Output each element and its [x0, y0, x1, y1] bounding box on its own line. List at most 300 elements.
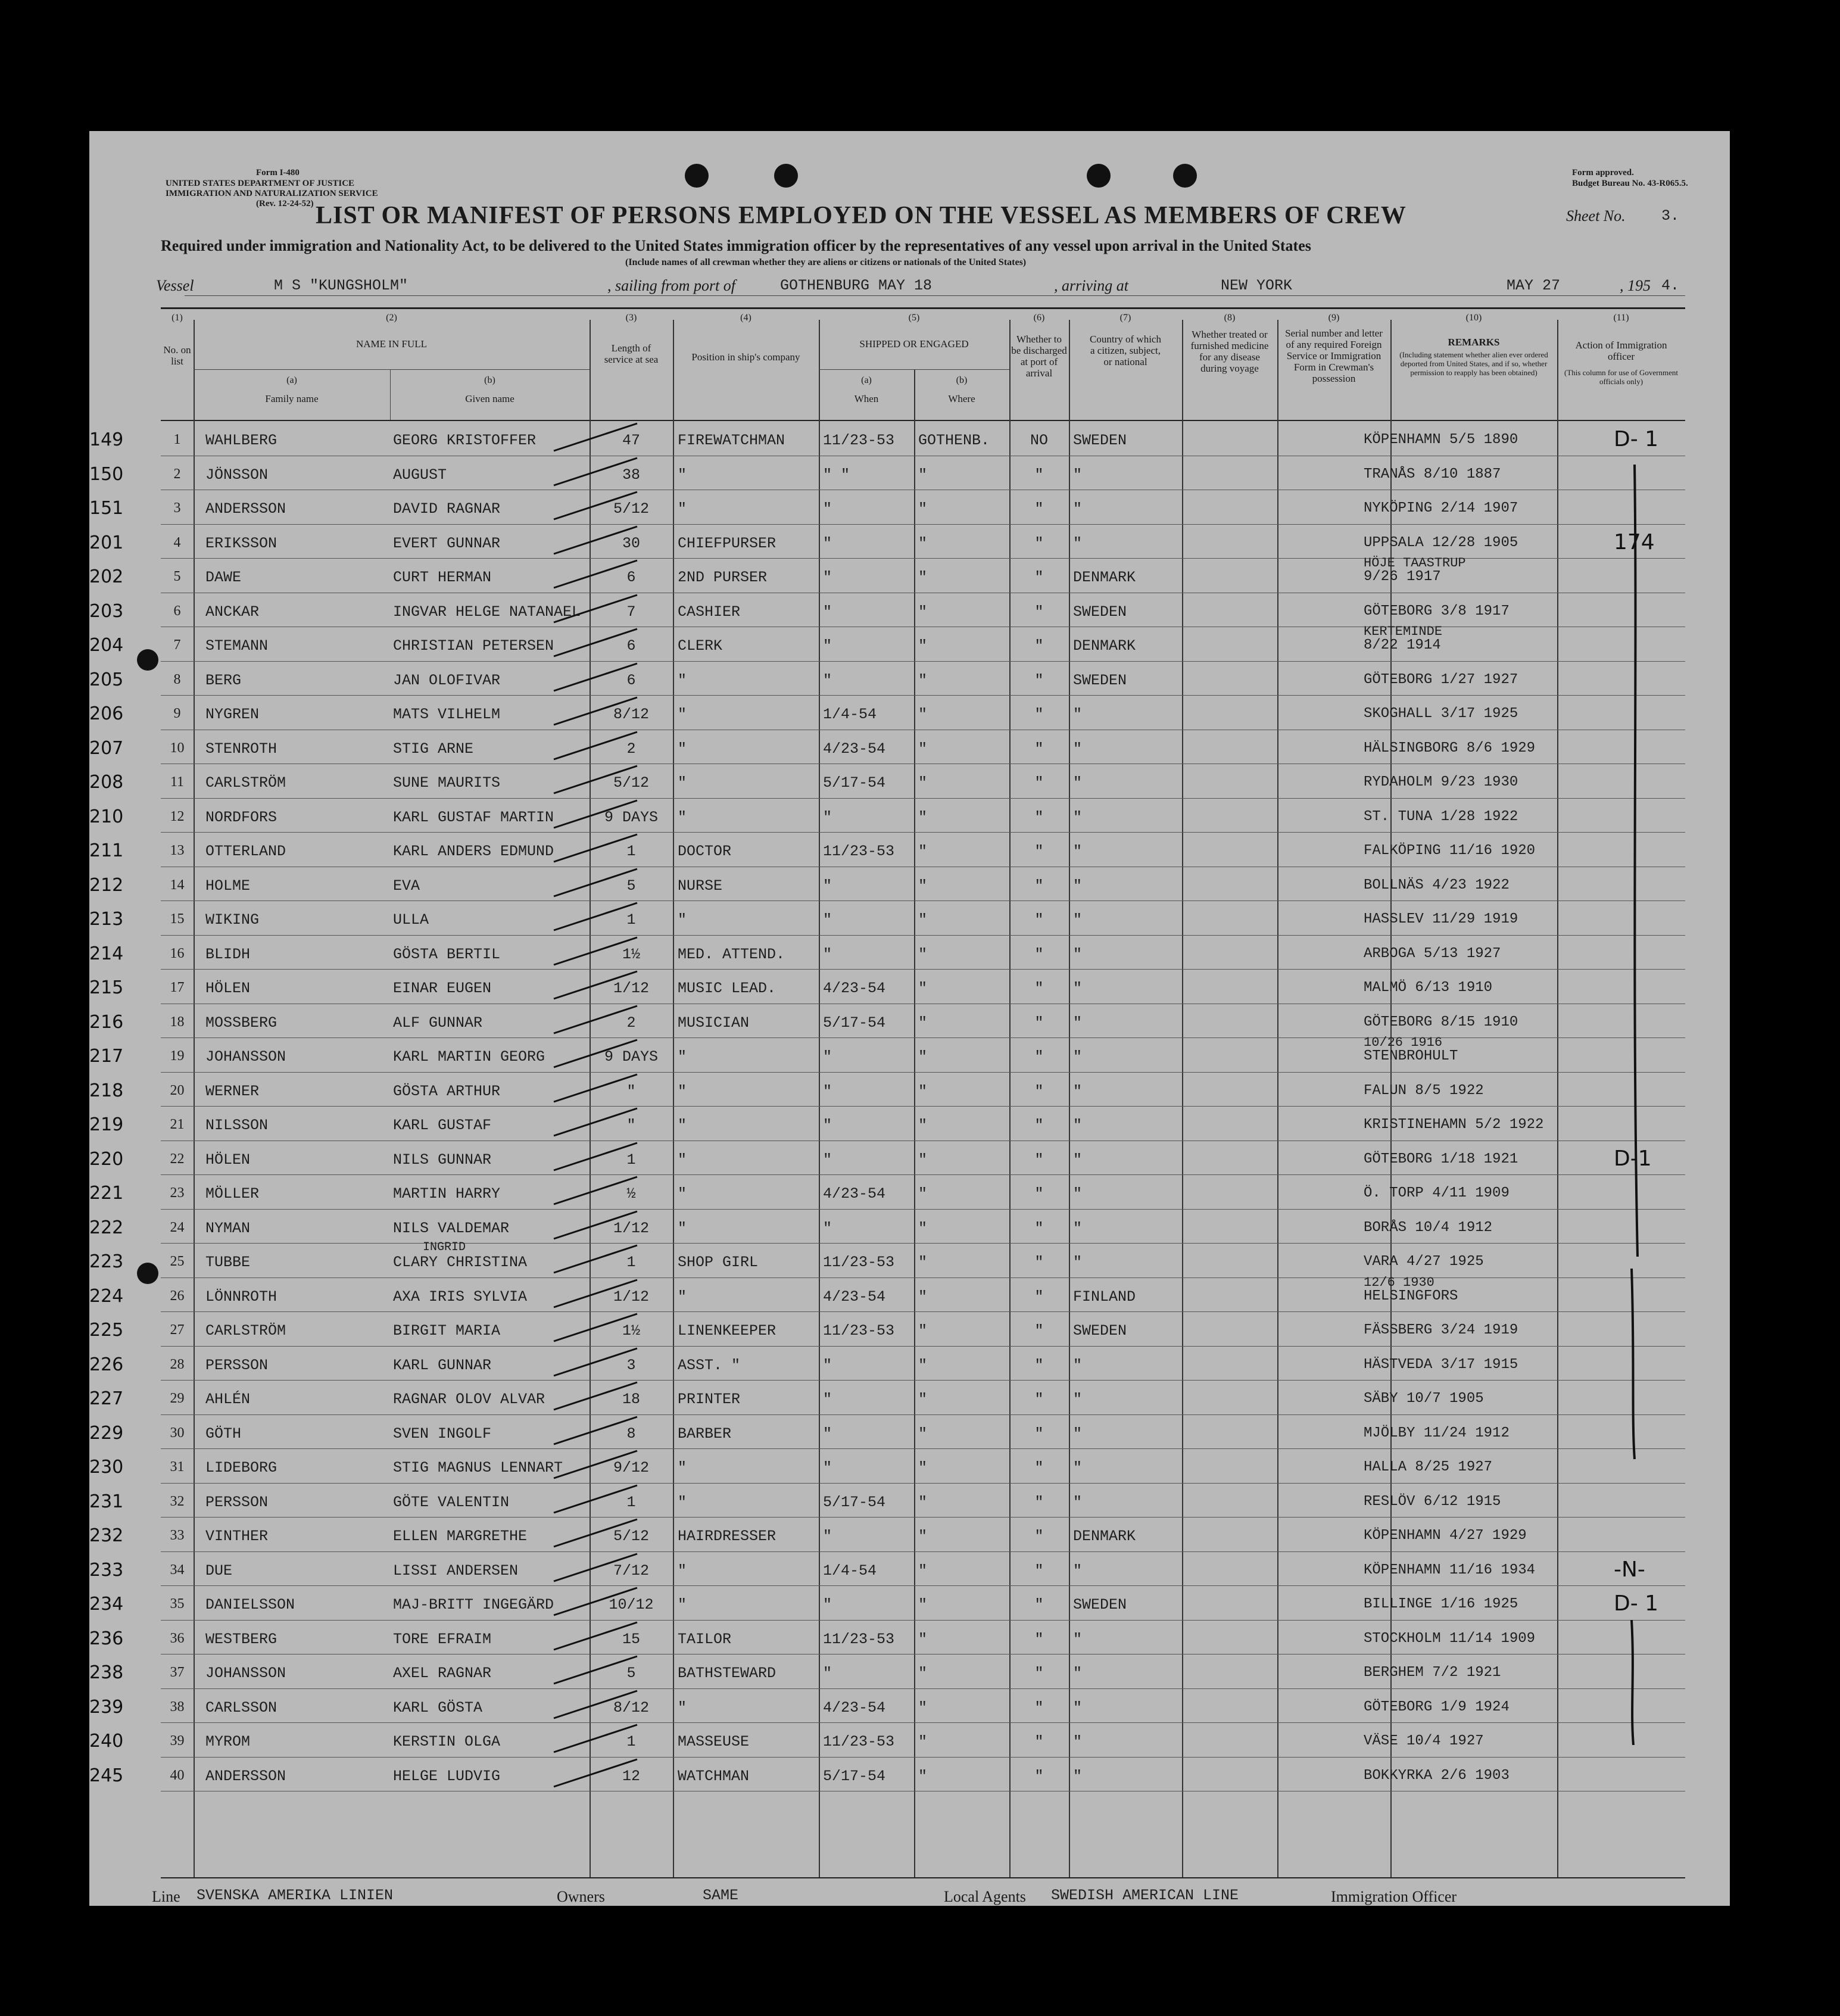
row-rule	[161, 832, 1685, 833]
action-bracket-marks	[1548, 435, 1667, 1745]
position: "	[678, 706, 687, 723]
service-length: 47	[622, 432, 640, 449]
row-rule	[161, 1311, 1685, 1312]
country: "	[1073, 774, 1083, 792]
country: "	[1073, 1425, 1083, 1442]
country: DENMARK	[1073, 569, 1136, 586]
table-header-rule	[161, 420, 1685, 421]
given-name: KARL MARTIN GEORG	[393, 1048, 545, 1065]
col-header-position: Position in ship's company	[691, 351, 800, 363]
shipped-when: "	[823, 1391, 832, 1408]
discharged: "	[1034, 1528, 1044, 1545]
family-name: LÖNNROTH	[205, 1288, 277, 1305]
family-name: AHLÉN	[205, 1391, 251, 1408]
vessel-name: M S "KUNGSHOLM"	[274, 277, 408, 294]
given-name: MATS VILHELM	[393, 706, 501, 723]
family-name: STEMANN	[205, 637, 269, 655]
row-rule	[161, 1551, 1685, 1552]
family-name: NYMAN	[205, 1219, 251, 1237]
family-name: OTTERLAND	[205, 843, 286, 860]
country: "	[1073, 1185, 1083, 1202]
row-rule	[161, 1620, 1685, 1621]
list-number: 28	[170, 1356, 185, 1372]
shipped-where: "	[918, 1391, 928, 1408]
list-number: 9	[173, 706, 181, 721]
service-length: 3	[626, 1356, 636, 1374]
discharged: "	[1034, 1356, 1044, 1374]
discharged: "	[1034, 1493, 1044, 1511]
remarks: RYDAHOLM 9/23 1930	[1364, 774, 1518, 790]
shipped-when: 5/17-54	[823, 774, 886, 792]
check-stroke	[548, 625, 643, 661]
col-header-name: NAME IN FULL	[356, 338, 427, 350]
position: DOCTOR	[678, 843, 732, 860]
shipped-where: "	[918, 1425, 928, 1442]
vessel-rule	[185, 295, 1685, 296]
check-stroke	[548, 1105, 643, 1141]
shipped-where: "	[918, 911, 928, 928]
row-rule	[161, 1448, 1685, 1449]
country: "	[1073, 911, 1083, 928]
handwritten-ref-number: 239	[89, 1696, 124, 1718]
shipped-where: "	[918, 569, 928, 586]
row-rule	[161, 524, 1685, 525]
given-name: STIG ARNE	[393, 740, 474, 758]
owners-value: SAME	[703, 1887, 739, 1904]
punch-hole	[137, 649, 158, 671]
position: MASSEUSE	[678, 1733, 750, 1750]
check-stroke	[548, 1584, 643, 1620]
given-name: LISSI ANDERSEN	[393, 1562, 519, 1579]
check-stroke	[548, 1139, 643, 1175]
remarks: FALKÖPING 11/16 1920	[1364, 843, 1536, 859]
position: SHOP GIRL	[678, 1254, 759, 1271]
remarks: UPPSALA 12/28 1905	[1364, 534, 1518, 551]
family-name: CARLSSON	[205, 1699, 277, 1716]
row-rule	[161, 1072, 1685, 1073]
given-name: ULLA	[393, 911, 429, 928]
service-length: 1/12	[613, 980, 649, 997]
discharged: "	[1034, 1630, 1044, 1648]
handwritten-ref-number: 218	[89, 1080, 124, 1101]
shipped-when: "	[823, 603, 832, 621]
remarks: GÖTEBORG 8/15 1910	[1364, 1014, 1518, 1030]
service-length: 10/12	[609, 1596, 654, 1613]
check-stroke	[548, 454, 643, 490]
family-name: NORDFORS	[205, 808, 277, 826]
family-name: MOSSBERG	[205, 1014, 277, 1032]
family-name: JOHANSSON	[205, 1048, 286, 1065]
country: "	[1073, 534, 1083, 552]
col-7-number: (7)	[1119, 313, 1131, 323]
shipped-where: GOTHENB.	[918, 432, 990, 449]
position: "	[678, 1493, 687, 1511]
service-length: 12	[622, 1767, 640, 1785]
handwritten-ref-number: 150	[89, 463, 124, 485]
check-stroke	[548, 762, 643, 798]
year-suffix: 4.	[1661, 277, 1680, 294]
position: MUSICIAN	[678, 1014, 750, 1032]
remarks: MALMÖ 6/13 1910	[1364, 980, 1493, 996]
shipped-when: 11/23-53	[823, 432, 895, 449]
check-stroke	[548, 797, 643, 833]
discharged: "	[1034, 1699, 1044, 1716]
remarks: KÖPENHAMN 4/27 1929	[1364, 1528, 1527, 1544]
handwritten-ref-number: 223	[89, 1251, 124, 1272]
list-number: 32	[170, 1493, 185, 1509]
remarks: ST. TUNA 1/28 1922	[1364, 808, 1518, 825]
shipped-where: "	[918, 1459, 928, 1476]
given-name: KERSTIN OLGA	[393, 1733, 501, 1750]
agents-value: SWEDISH AMERICAN LINE	[1051, 1887, 1239, 1904]
shipped-when: 5/17-54	[823, 1767, 886, 1785]
line-value: SVENSKA AMERIKA LINIEN	[197, 1887, 394, 1904]
col-header-where: Where	[948, 393, 975, 404]
remarks-upper-line: 12/6 1930	[1364, 1275, 1434, 1290]
service-length: 1/12	[613, 1219, 649, 1237]
family-name: JÖNSSON	[205, 466, 269, 484]
position: "	[678, 1082, 687, 1100]
service-length: 5	[626, 1665, 636, 1682]
handwritten-ref-number: 206	[89, 703, 124, 724]
discharged: "	[1034, 534, 1044, 552]
shipped-where: "	[918, 1596, 928, 1613]
list-number: 34	[170, 1562, 185, 1578]
list-number: 12	[170, 808, 185, 824]
position: CHIEFPURSER	[678, 534, 776, 552]
shipped-when: "	[823, 1082, 832, 1100]
check-stroke	[548, 1036, 643, 1072]
shipped-when: 11/23-53	[823, 843, 895, 860]
shipped-where: "	[918, 1562, 928, 1579]
shipped-when: "	[823, 671, 832, 689]
service-length: 1½	[622, 1322, 640, 1339]
discharged: "	[1034, 1048, 1044, 1065]
discharged: "	[1034, 774, 1044, 792]
list-number: 40	[170, 1767, 185, 1783]
given-name: KARL GUSTAF	[393, 1117, 492, 1134]
country: DENMARK	[1073, 637, 1136, 655]
list-number: 19	[170, 1048, 185, 1064]
service-length: 7	[626, 603, 636, 621]
remarks: VÄSE 10/4 1927	[1364, 1733, 1484, 1749]
service-length: 6	[626, 671, 636, 689]
list-number: 20	[170, 1082, 185, 1098]
handwritten-ref-number: 231	[89, 1491, 124, 1512]
col-5a-number: (a)	[861, 375, 872, 385]
shipped-where: "	[918, 1493, 928, 1511]
handwritten-ref-number: 232	[89, 1525, 124, 1546]
agents-label: Local Agents	[944, 1888, 1026, 1905]
discharged: "	[1034, 603, 1044, 621]
given-name: SVEN INGOLF	[393, 1425, 492, 1442]
given-name: EVERT GUNNAR	[393, 534, 501, 552]
col-8-number: (8)	[1224, 313, 1236, 323]
shipped-where: "	[918, 1322, 928, 1339]
remarks: KRISTINEHAMN 5/2 1922	[1364, 1117, 1544, 1133]
list-number: 35	[170, 1596, 185, 1612]
list-number: 38	[170, 1699, 185, 1715]
remarks: HÄSTVEDA 3/17 1915	[1364, 1356, 1518, 1373]
country: "	[1073, 1699, 1083, 1716]
position: "	[678, 740, 687, 758]
check-stroke	[548, 1721, 643, 1757]
remarks: KÖPENHAMN 5/5 1890	[1364, 432, 1518, 448]
row-rule	[161, 1414, 1685, 1415]
shipped-when: " "	[823, 466, 850, 484]
shipped-when: "	[823, 1151, 832, 1169]
check-stroke	[548, 1002, 643, 1038]
given-name: GEORG KRISTOFFER	[393, 432, 537, 449]
service-length: 15	[622, 1630, 640, 1648]
shipped-when: 4/23-54	[823, 980, 886, 997]
shipped-where: "	[918, 980, 928, 997]
row-rule	[161, 1243, 1685, 1244]
position: MED. ATTEND.	[678, 945, 785, 963]
col-divider	[1069, 320, 1070, 1877]
row-rule	[161, 1483, 1685, 1484]
position: "	[678, 1048, 687, 1065]
family-name: BERG	[205, 671, 242, 689]
remarks: STOCKHOLM 11/14 1909	[1364, 1630, 1536, 1647]
list-number: 23	[170, 1185, 185, 1201]
list-number: 36	[170, 1630, 185, 1646]
revision-line: (Rev. 12-24-52)	[256, 199, 314, 208]
discharged: "	[1034, 671, 1044, 689]
col-1-number: (1)	[171, 313, 183, 323]
remarks: FÄSSBERG 3/24 1919	[1364, 1322, 1518, 1338]
shipped-where: "	[918, 1219, 928, 1237]
col-2a-number: (a)	[286, 375, 297, 385]
check-stroke	[548, 1619, 643, 1654]
remarks: HELSINGFORS	[1364, 1288, 1458, 1304]
list-number: 22	[170, 1151, 185, 1167]
check-stroke	[548, 1310, 643, 1346]
shipped-when: 5/17-54	[823, 1493, 886, 1511]
shipped-when: "	[823, 1459, 832, 1476]
given-name: MAJ-BRITT INGEGÄRD	[393, 1596, 554, 1613]
given-name: KARL GUNNAR	[393, 1356, 492, 1374]
list-number: 33	[170, 1528, 185, 1543]
list-number: 15	[170, 911, 185, 927]
discharged: "	[1034, 1596, 1044, 1613]
position: 2ND PURSER	[678, 569, 768, 586]
list-number: 1	[173, 432, 181, 447]
family-name: GÖTH	[205, 1425, 242, 1442]
check-stroke	[548, 591, 643, 627]
row-rule	[161, 661, 1685, 662]
handwritten-ref-number: 226	[89, 1354, 124, 1375]
shipped-when: "	[823, 1048, 832, 1065]
check-stroke	[548, 1653, 643, 1688]
country: SWEDEN	[1073, 603, 1127, 621]
country: SWEDEN	[1073, 671, 1127, 689]
remarks: BILLINGE 1/16 1925	[1364, 1596, 1518, 1612]
service-length: 1	[626, 1493, 636, 1511]
country: "	[1073, 1562, 1083, 1579]
service-length: 5/12	[613, 500, 649, 518]
col-divider	[1277, 320, 1278, 1877]
position: CLERK	[678, 637, 723, 655]
family-name: NILSSON	[205, 1117, 269, 1134]
family-name: MÖLLER	[205, 1185, 260, 1202]
family-name: ANCKAR	[205, 603, 260, 621]
position: TAILOR	[678, 1630, 732, 1648]
remarks: STENBROHULT	[1364, 1048, 1458, 1064]
given-name: NILS VALDEMAR	[393, 1219, 510, 1237]
discharged: "	[1034, 706, 1044, 723]
check-stroke	[548, 1379, 643, 1414]
list-number: 14	[170, 877, 185, 893]
service-length: 8/12	[613, 1699, 649, 1716]
discharged: "	[1034, 980, 1044, 997]
country: "	[1073, 1391, 1083, 1408]
manifest-sheet	[89, 131, 1730, 1906]
family-name: DANIELSSON	[205, 1596, 295, 1613]
remarks: MJÖLBY 11/24 1912	[1364, 1425, 1510, 1441]
shipped-when: "	[823, 1665, 832, 1682]
handwritten-ref-number: 245	[89, 1765, 124, 1786]
sheet-number: 3.	[1661, 207, 1680, 225]
col-header-discharged: Whether to be discharged at port of arrival	[1011, 334, 1067, 379]
given-name: CLARY CHRISTINA	[393, 1254, 528, 1271]
family-name: HÖLEN	[205, 980, 251, 997]
check-stroke	[548, 1687, 643, 1723]
position: "	[678, 911, 687, 928]
handwritten-ref-number: 220	[89, 1148, 124, 1170]
shipped-where: "	[918, 1767, 928, 1785]
list-number: 3	[173, 500, 181, 516]
arriving-label: , arriving at	[1054, 277, 1128, 294]
given-name: ALF GUNNAR	[393, 1014, 483, 1032]
shipped-where: "	[918, 671, 928, 689]
position: NURSE	[678, 877, 723, 895]
family-name: CARLSTRÖM	[205, 774, 286, 792]
row-rule	[161, 1209, 1685, 1210]
handwritten-ref-number: 216	[89, 1011, 124, 1033]
list-number: 5	[173, 569, 181, 584]
remarks: ARBOGA 5/13 1927	[1364, 945, 1501, 962]
table-top-rule	[161, 307, 1685, 309]
discharged: "	[1034, 1014, 1044, 1032]
given-name: AUGUST	[393, 466, 447, 484]
country: "	[1073, 843, 1083, 860]
col-header-family-name: Family name	[265, 393, 319, 404]
given-name: GÖSTA BERTIL	[393, 945, 501, 963]
shipped-where: "	[918, 1082, 928, 1100]
shipped-where: "	[918, 843, 928, 860]
position: "	[678, 671, 687, 689]
position: "	[678, 1699, 687, 1716]
handwritten-ref-number: 230	[89, 1457, 124, 1478]
service-length: 1½	[622, 945, 640, 963]
family-name: WAHLBERG	[205, 432, 277, 449]
punch-hole	[685, 164, 709, 188]
country: SWEDEN	[1073, 432, 1127, 449]
family-name: TUBBE	[205, 1254, 251, 1271]
shipped-where: "	[918, 1699, 928, 1716]
remarks: GÖTEBORG 1/27 1927	[1364, 671, 1518, 688]
shipped-when: "	[823, 877, 832, 895]
shipped-where: "	[918, 466, 928, 484]
service-length: 1	[626, 843, 636, 860]
row-rule	[161, 1106, 1685, 1107]
remarks: RESLÖV 6/12 1915	[1364, 1493, 1501, 1510]
country: "	[1073, 1117, 1083, 1134]
remarks: NYKÖPING 2/14 1907	[1364, 500, 1518, 516]
col-action-note: (This column for use of Government officials only)	[1564, 368, 1678, 386]
discharged: "	[1034, 466, 1044, 484]
shipped-where: "	[918, 945, 928, 963]
family-name: HOLME	[205, 877, 251, 895]
row-rule	[161, 1346, 1685, 1347]
handwritten-ref-number: 151	[89, 498, 124, 519]
discharged: "	[1034, 808, 1044, 826]
shipped-when: 1/4-54	[823, 706, 877, 723]
discharged: "	[1034, 945, 1044, 963]
position: ASST. "	[678, 1356, 741, 1374]
col-10-number: (10)	[1465, 313, 1482, 323]
col-divider	[673, 320, 674, 1877]
row-rule	[161, 1688, 1685, 1689]
service-length: 6	[626, 569, 636, 586]
check-stroke	[548, 728, 643, 764]
remarks: FALUN 8/5 1922	[1364, 1082, 1484, 1099]
officer-action: 174	[1614, 529, 1655, 554]
row-rule	[161, 1722, 1685, 1723]
handwritten-ref-number: 238	[89, 1662, 124, 1683]
shipped-when: 11/23-53	[823, 1630, 895, 1648]
sheet-label: Sheet No.	[1566, 207, 1626, 225]
discharged: NO	[1030, 432, 1048, 449]
position: HAIRDRESSER	[678, 1528, 776, 1545]
family-name: WESTBERG	[205, 1630, 277, 1648]
position: BARBER	[678, 1425, 732, 1442]
handwritten-ref-number: 212	[89, 874, 124, 896]
family-name: WERNER	[205, 1082, 260, 1100]
position: "	[678, 1185, 687, 1202]
position: "	[678, 1562, 687, 1579]
service-length: 5/12	[613, 1528, 649, 1545]
service-length: "	[626, 1117, 636, 1134]
country: "	[1073, 1665, 1083, 1682]
check-stroke	[548, 831, 643, 867]
remarks: VARA 4/27 1925	[1364, 1254, 1484, 1270]
col-2b-number: (b)	[484, 375, 495, 385]
position: "	[678, 1288, 687, 1305]
country: SWEDEN	[1073, 1596, 1127, 1613]
row-rule	[161, 1277, 1685, 1278]
punch-hole	[137, 1263, 158, 1284]
given-name: GÖTE VALENTIN	[393, 1493, 510, 1511]
family-name: DAWE	[205, 569, 242, 586]
check-stroke	[548, 557, 643, 593]
given-name: SUNE MAURITS	[393, 774, 501, 792]
position: "	[678, 774, 687, 792]
shipped-when: "	[823, 637, 832, 655]
shipped-when: 11/23-53	[823, 1733, 895, 1750]
shipped-when: 11/23-53	[823, 1254, 895, 1271]
country: "	[1073, 980, 1083, 997]
given-name: KARL ANDERS EDMUND	[393, 843, 554, 860]
shipped-when: "	[823, 500, 832, 518]
handwritten-ref-number: 213	[89, 909, 124, 930]
service-length: 18	[622, 1391, 640, 1408]
country: "	[1073, 945, 1083, 963]
country: "	[1073, 1733, 1083, 1750]
col-3-number: (3)	[625, 313, 637, 323]
form-number: Form I-480	[256, 168, 300, 177]
